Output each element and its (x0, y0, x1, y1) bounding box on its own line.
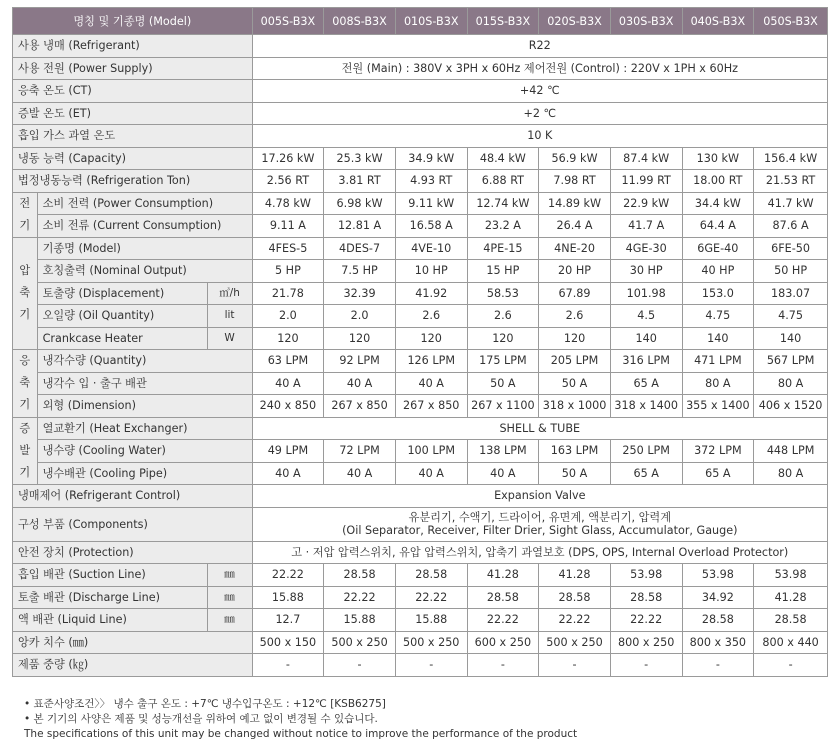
row-value: 18.00 RT (682, 170, 754, 193)
row-value: 240 x 850 (252, 395, 324, 418)
row-value: 22.22 (539, 609, 611, 632)
row-value: 10 HP (395, 260, 467, 283)
row-value: 6GE-40 (682, 237, 754, 260)
row-value: 4.78 kW (252, 192, 324, 215)
row-label: 호칭출력 (Nominal Output) (37, 260, 252, 283)
row-oil (13, 305, 828, 328)
row-value: 21.78 (252, 282, 324, 305)
row-value: 40 A (467, 462, 539, 485)
model-header: 010S-B3X (395, 8, 467, 35)
row-superheat (13, 125, 828, 148)
row-value: 63 LPM (252, 350, 324, 373)
row-value: +2 ℃ (252, 102, 827, 125)
row-value: 12.81 A (324, 215, 396, 238)
row-label: 기종명 (Model) (37, 237, 252, 260)
row-value: 267 x 850 (395, 395, 467, 418)
row-value: 65 A (682, 462, 754, 485)
row-value: 50 A (539, 372, 611, 395)
spec-table-body (13, 8, 828, 677)
row-value: 40 A (252, 462, 324, 485)
row-value: 2.6 (395, 305, 467, 328)
row-displacement (13, 282, 828, 305)
row-value: 22.22 (610, 609, 682, 632)
row-value: 316 LPM (610, 350, 682, 373)
row-value: - (467, 654, 539, 677)
row-protection (13, 541, 828, 564)
row-value: 120 (395, 327, 467, 350)
row-power_cons (13, 192, 828, 215)
row-value: 4.5 (610, 305, 682, 328)
row-value: 65 A (610, 462, 682, 485)
row-value: 100 LPM (395, 440, 467, 463)
row-value: 500 x 250 (395, 631, 467, 654)
row-value: 25.3 kW (324, 147, 396, 170)
row-value: 4FES-5 (252, 237, 324, 260)
row-label: 흡입 배관 (Suction Line) (13, 564, 208, 587)
group-label: 응 축 기 (13, 350, 38, 418)
row-value: - (682, 654, 754, 677)
row-ct (13, 80, 828, 103)
row-label: 안전 장치 (Protection) (13, 541, 253, 564)
row-value: 120 (252, 327, 324, 350)
row-cooling_pipe_io (13, 372, 828, 395)
row-value: 67.89 (539, 282, 611, 305)
row-value: 80 A (682, 372, 754, 395)
footnote-line: • 본 기기의 사양은 제품 및 성능개선을 위하여 예고 없이 변경될 수 있습니다. (24, 713, 378, 725)
row-value: +42 ℃ (252, 80, 827, 103)
row-label: 사용 냉매 (Refrigerant) (13, 35, 253, 58)
row-value: 17.26 kW (252, 147, 324, 170)
row-value: 40 A (252, 372, 324, 395)
row-dimension (13, 395, 828, 418)
row-unit: ㎜ (207, 609, 252, 632)
row-value: 고 · 저압 압력스위치, 유압 압력스위치, 압축기 과열보호 (DPS, OPS, Internal Overload Protector) (252, 541, 827, 564)
row-value: 267 x 1100 (467, 395, 539, 418)
row-value: 6FE-50 (754, 237, 828, 260)
row-value: 101.98 (610, 282, 682, 305)
row-value: 15.88 (395, 609, 467, 632)
row-control (13, 485, 828, 508)
row-value: 2.0 (252, 305, 324, 328)
row-value: 4DES-7 (324, 237, 396, 260)
row-value: 40 A (324, 462, 396, 485)
model-header: 008S-B3X (324, 8, 396, 35)
components-line-1: 유분리기, 수액기, 드라이어, 유면계, 액분리기, 압력계 (408, 511, 672, 524)
group-label: 전 기 (13, 192, 38, 237)
row-value: 448 LPM (754, 440, 828, 463)
row-value: 48.4 kW (467, 147, 539, 170)
row-value: 41.7 kW (754, 192, 828, 215)
row-refrigerant (13, 35, 828, 58)
row-value: 16.58 A (395, 215, 467, 238)
row-value: 5 HP (252, 260, 324, 283)
row-cooling_water (13, 440, 828, 463)
row-value: 130 kW (682, 147, 754, 170)
row-crankcase (13, 327, 828, 350)
row-value: 406 x 1520 (754, 395, 828, 418)
row-et (13, 102, 828, 125)
spec-table (12, 7, 828, 677)
row-value: 4VE-10 (395, 237, 467, 260)
row-label: 구성 부품 (Components) (13, 507, 253, 541)
row-value: 50 A (539, 462, 611, 485)
row-value: 140 (754, 327, 828, 350)
row-value: 92 LPM (324, 350, 396, 373)
row-value: 9.11 kW (395, 192, 467, 215)
row-value: - (395, 654, 467, 677)
row-cooling_pipe (13, 462, 828, 485)
row-value: 3.81 RT (324, 170, 396, 193)
row-value: 6.88 RT (467, 170, 539, 193)
row-unit: lit (207, 305, 252, 328)
row-value: 28.58 (395, 564, 467, 587)
row-value: 4GE-30 (610, 237, 682, 260)
row-value: 4.75 (754, 305, 828, 328)
row-anchor (13, 631, 828, 654)
model-header: 050S-B3X (754, 8, 828, 35)
row-value: 355 x 1400 (682, 395, 754, 418)
row-value (252, 507, 827, 541)
row-value: 87.6 A (754, 215, 828, 238)
row-value: 41.28 (754, 586, 828, 609)
row-value: 183.07 (754, 282, 828, 305)
row-value: 80 A (754, 372, 828, 395)
model-header: 015S-B3X (467, 8, 539, 35)
row-suction (13, 564, 828, 587)
row-value: 22.22 (324, 586, 396, 609)
row-value: 72 LPM (324, 440, 396, 463)
row-value: 28.58 (324, 564, 396, 587)
row-unit: W (207, 327, 252, 350)
row-value: 40 A (395, 372, 467, 395)
row-value: 12.7 (252, 609, 324, 632)
row-value: 80 A (754, 462, 828, 485)
header-label: 명칭 및 기종명 (Model) (13, 8, 253, 35)
row-label: 사용 전원 (Power Supply) (13, 57, 253, 80)
row-value: 12.74 kW (467, 192, 539, 215)
row-value: 6.98 kW (324, 192, 396, 215)
row-value: 22.22 (395, 586, 467, 609)
row-label: 법정냉동능력 (Refrigeration Ton) (13, 170, 253, 193)
row-value: 40 HP (682, 260, 754, 283)
row-value: 267 x 850 (324, 395, 396, 418)
row-value: 126 LPM (395, 350, 467, 373)
components-line-2: (Oil Separator, Receiver, Filter Drier, Sight Glass, Accumulator, Gauge) (342, 524, 738, 537)
row-value: 50 HP (754, 260, 828, 283)
group-label: 증 발 기 (13, 417, 38, 485)
row-value: 26.4 A (539, 215, 611, 238)
row-value: 205 LPM (539, 350, 611, 373)
row-value: 2.6 (467, 305, 539, 328)
row-value: 64.4 A (682, 215, 754, 238)
row-comp_model (13, 237, 828, 260)
row-value: 318 x 1400 (610, 395, 682, 418)
row-value: 22.22 (467, 609, 539, 632)
row-value: 34.9 kW (395, 147, 467, 170)
footnote-line: • 표준사양조건〉〉 냉수 출구 온도 : +7℃ 냉수입구온도 : +12℃ [KSB6275] (24, 698, 386, 710)
row-value: 20 HP (539, 260, 611, 283)
row-value: 318 x 1000 (539, 395, 611, 418)
row-value: 120 (539, 327, 611, 350)
row-value: 4NE-20 (539, 237, 611, 260)
row-value: 4PE-15 (467, 237, 539, 260)
row-value: 156.4 kW (754, 147, 828, 170)
row-label: 소비 전류 (Current Consumption) (37, 215, 252, 238)
row-value: 28.58 (467, 586, 539, 609)
row-power (13, 57, 828, 80)
row-value: 28.58 (754, 609, 828, 632)
row-value: 800 x 440 (754, 631, 828, 654)
row-weight (13, 654, 828, 677)
row-value: 500 x 250 (324, 631, 396, 654)
row-value: 2.0 (324, 305, 396, 328)
row-label: 외형 (Dimension) (37, 395, 252, 418)
row-value: 120 (467, 327, 539, 350)
row-value: 175 LPM (467, 350, 539, 373)
row-discharge (13, 586, 828, 609)
row-label: 제품 중량 (㎏) (13, 654, 253, 677)
row-value: - (610, 654, 682, 677)
row-value: 7.5 HP (324, 260, 396, 283)
row-value: 9.11 A (252, 215, 324, 238)
row-label: 앙카 치수 (㎜) (13, 631, 253, 654)
row-value: 32.39 (324, 282, 396, 305)
row-label: 냉매제어 (Refrigerant Control) (13, 485, 253, 508)
row-value: 87.4 kW (610, 147, 682, 170)
row-value: 41.28 (467, 564, 539, 587)
row-value: 40 A (395, 462, 467, 485)
row-value: 140 (610, 327, 682, 350)
row-value: 65 A (610, 372, 682, 395)
row-value: 471 LPM (682, 350, 754, 373)
row-label: 토출량 (Displacement) (37, 282, 207, 305)
row-value: 전원 (Main) : 380V x 3PH x 60Hz 제어전원 (Control) : 220V x 1PH x 60Hz (252, 57, 827, 80)
row-value: 600 x 250 (467, 631, 539, 654)
row-label: 냉동 능력 (Capacity) (13, 147, 253, 170)
row-label: 냉각수량 (Quantity) (37, 350, 252, 373)
row-value: 28.58 (539, 586, 611, 609)
row-value: 153.0 (682, 282, 754, 305)
row-value: 800 x 350 (682, 631, 754, 654)
row-value: 30 HP (610, 260, 682, 283)
row-label: 소비 전력 (Power Consumption) (37, 192, 252, 215)
row-label: 냉수량 (Cooling Water) (37, 440, 252, 463)
row-value: 138 LPM (467, 440, 539, 463)
row-value: 28.58 (610, 586, 682, 609)
row-value: 4.93 RT (395, 170, 467, 193)
row-value: 41.92 (395, 282, 467, 305)
row-value: 21.53 RT (754, 170, 828, 193)
model-header: 005S-B3X (252, 8, 324, 35)
row-value: 41.7 A (610, 215, 682, 238)
row-label: 토출 배관 (Discharge Line) (13, 586, 208, 609)
row-capacity (13, 147, 828, 170)
row-value: 49 LPM (252, 440, 324, 463)
model-header: 020S-B3X (539, 8, 611, 35)
row-value: 53.98 (754, 564, 828, 587)
row-value: - (754, 654, 828, 677)
row-unit: ㎥/h (207, 282, 252, 305)
row-value: 2.6 (539, 305, 611, 328)
row-label: 냉각수 입 · 출구 배관 (37, 372, 252, 395)
row-value: 41.28 (539, 564, 611, 587)
row-value: - (324, 654, 396, 677)
row-heat_ex (13, 417, 828, 440)
row-value: 800 x 250 (610, 631, 682, 654)
row-value: 4.75 (682, 305, 754, 328)
row-value: 7.98 RT (539, 170, 611, 193)
row-value: 11.99 RT (610, 170, 682, 193)
row-value: 15.88 (252, 586, 324, 609)
row-label: 증발 온도 (ET) (13, 102, 253, 125)
row-label: 흡입 가스 과열 온도 (13, 125, 253, 148)
row-value: Expansion Valve (252, 485, 827, 508)
footnote-line: The specifications of this unit may be changed without notice to improve the performance of the product (24, 728, 578, 740)
row-value: 14.89 kW (539, 192, 611, 215)
row-unit: ㎜ (207, 564, 252, 587)
row-value: 500 x 250 (539, 631, 611, 654)
row-value: - (539, 654, 611, 677)
row-value: 22.22 (252, 564, 324, 587)
row-value: SHELL & TUBE (252, 417, 827, 440)
row-nominal (13, 260, 828, 283)
row-ton (13, 170, 828, 193)
row-cooling_qty (13, 350, 828, 373)
row-value: - (252, 654, 324, 677)
row-value: 250 LPM (610, 440, 682, 463)
row-liquid (13, 609, 828, 632)
row-value: 23.2 A (467, 215, 539, 238)
row-label: 냉수배관 (Cooling Pipe) (37, 462, 252, 485)
row-value: 50 A (467, 372, 539, 395)
row-current_cons (13, 215, 828, 238)
row-label: 응축 온도 (CT) (13, 80, 253, 103)
footnotes (24, 697, 840, 742)
row-value: 15 HP (467, 260, 539, 283)
row-value: 15.88 (324, 609, 396, 632)
row-label: 열교환기 (Heat Exchanger) (37, 417, 252, 440)
row-value: 163 LPM (539, 440, 611, 463)
row-value: 53.98 (610, 564, 682, 587)
row-value: 10 K (252, 125, 827, 148)
model-header: 030S-B3X (610, 8, 682, 35)
row-value: 22.9 kW (610, 192, 682, 215)
header-row (13, 8, 828, 35)
row-components (13, 507, 828, 541)
row-value: R22 (252, 35, 827, 58)
row-value: 2.56 RT (252, 170, 324, 193)
row-label: 액 배관 (Liquid Line) (13, 609, 208, 632)
row-value: 58.53 (467, 282, 539, 305)
row-value: 567 LPM (754, 350, 828, 373)
row-label: 오일량 (Oil Quantity) (37, 305, 207, 328)
row-value: 40 A (324, 372, 396, 395)
spec-sheet (12, 7, 828, 740)
group-label: 압 축 기 (13, 237, 38, 350)
row-value: 120 (324, 327, 396, 350)
row-value: 28.58 (682, 609, 754, 632)
row-value: 500 x 150 (252, 631, 324, 654)
row-value: 34.92 (682, 586, 754, 609)
model-header: 040S-B3X (682, 8, 754, 35)
row-value: 56.9 kW (539, 147, 611, 170)
row-value: 53.98 (682, 564, 754, 587)
row-value: 34.4 kW (682, 192, 754, 215)
row-unit: ㎜ (207, 586, 252, 609)
row-label: Crankcase Heater (37, 327, 207, 350)
row-value: 140 (682, 327, 754, 350)
row-value: 372 LPM (682, 440, 754, 463)
